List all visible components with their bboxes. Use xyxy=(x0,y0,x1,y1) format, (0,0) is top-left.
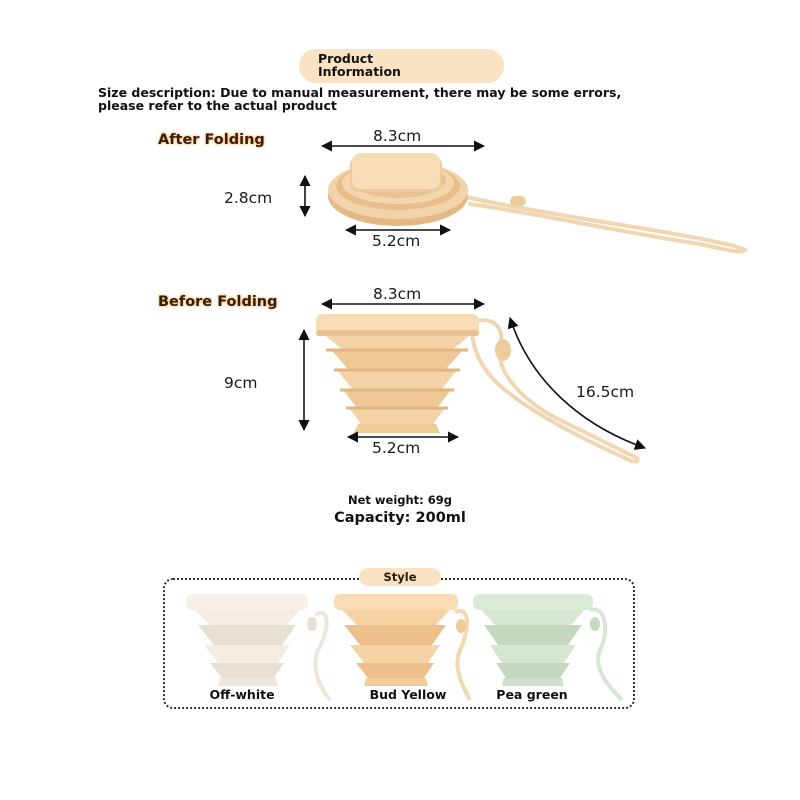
folded-bottom-diameter: 5.2cm xyxy=(372,232,421,250)
size-description-line1: Size description: Due to manual measurement, there may be some errors, xyxy=(98,85,622,100)
before-folding-label: Before Folding xyxy=(158,294,278,310)
capacity: Capacity: 200ml xyxy=(334,510,466,526)
unfolded-height: 9cm xyxy=(224,374,258,392)
style-badge: Style xyxy=(359,568,441,586)
net-weight: Net weight: 69g xyxy=(347,493,453,507)
folded-top-diameter: 8.3cm xyxy=(373,127,422,145)
variant-pea-green-label: Pea green xyxy=(496,687,568,702)
unfolded-bottom-diameter: 5.2cm xyxy=(372,439,421,457)
size-description-line2: please refer to the actual product xyxy=(98,97,337,113)
variant-bud-yellow-label: Bud Yellow xyxy=(369,687,447,702)
variant-off-white-label: Off-white xyxy=(209,687,275,702)
badge-title-line2: Information xyxy=(318,64,401,79)
folded-height: 2.8cm xyxy=(224,189,273,207)
unfolded-top-diameter: 8.3cm xyxy=(373,285,422,303)
after-folding-label: After Folding xyxy=(158,132,265,148)
badge-title-line1: Product xyxy=(318,51,374,66)
strap-length: 16.5cm xyxy=(576,383,635,401)
